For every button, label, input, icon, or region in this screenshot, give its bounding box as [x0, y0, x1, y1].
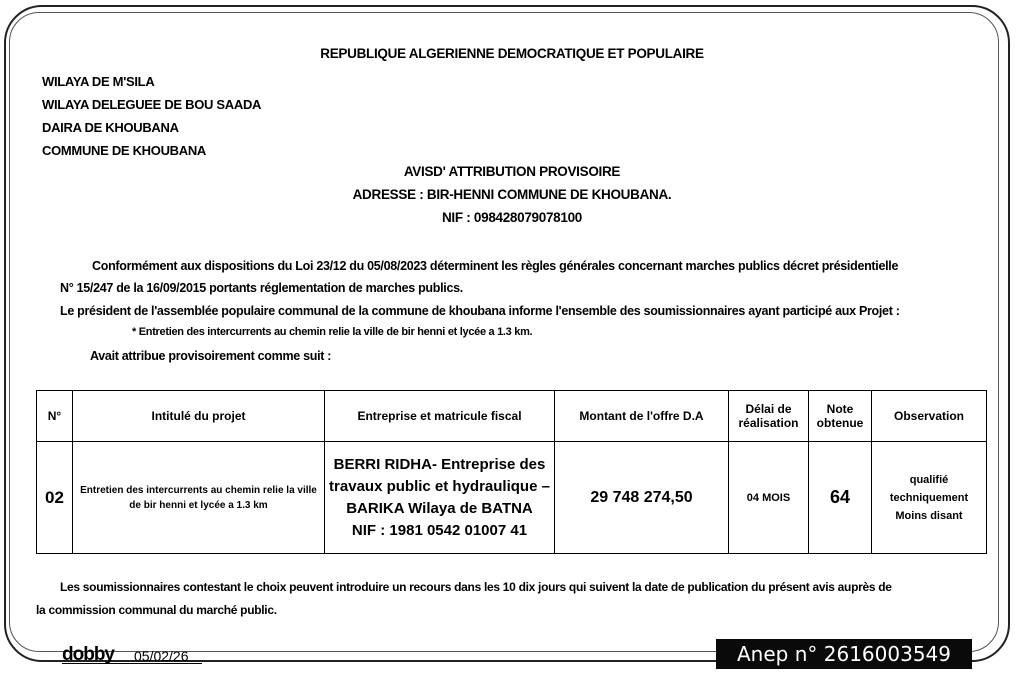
cell-delai: 04 MOIS [729, 442, 809, 554]
admin-line-commune: COMMUNE DE KHOUBANA [42, 143, 207, 158]
header-note: Note obtenue [809, 391, 872, 442]
observation-line1: qualifié [909, 473, 949, 486]
entreprise-line3: BARIKA Wilaya de BATNA [346, 499, 533, 517]
project-bullet: * Entretien des intercurrents au chemin relie la ville de bir henni et lycée a 1.3 km. [132, 326, 533, 338]
avis-nif: NIF : 098428079078100 [441, 210, 583, 225]
cell-numero: 02 [37, 442, 73, 554]
admin-line-daira: DAIRA DE KHOUBANA [42, 120, 179, 135]
entreprise-line1: BERRI RIDHA- Entreprise des [333, 455, 546, 473]
header-delai: Délai de réalisation [729, 391, 809, 442]
publication-date: 05/02/26 [134, 648, 189, 664]
table-row [37, 442, 987, 554]
paragraph-president: Le président de l'assemblée populaire communal de la commune de khoubana informe l'ensemble des soumissionnaires ayant participé aux Projet : [60, 304, 900, 318]
entreprise-nif: NIF : 1981 0542 01007 41 [351, 521, 528, 539]
cell-montant: 29 748 274,50 [555, 442, 729, 554]
header-entreprise: Entreprise et matricule fiscal [325, 391, 555, 442]
avis-title: AVISD' ATTRIBUTION PROVISOIRE [403, 164, 621, 179]
attribution-table [36, 390, 987, 554]
republic-title: REPUBLIQUE ALGERIENNE DEMOCRATIQUE ET POPULAIRE [320, 46, 704, 61]
paragraph-loi-line2: N° 15/247 de la 16/09/2015 portants réglementation de marches publics. [60, 281, 463, 295]
table-header-row [37, 391, 987, 442]
observation-line2: techniquement [889, 491, 969, 504]
cell-entreprise [325, 442, 555, 554]
observation-line3: Moins disant [895, 509, 963, 522]
avis-adresse: ADRESSE : BIR-HENNI COMMUNE DE KHOUBANA. [352, 187, 672, 202]
header-observation: Observation [872, 391, 987, 442]
recours-line1: Les soumissionnaires contestant le choix peuvent introduire un recours dans les 10 dix jours qui suivent la date de publication du présent avis auprès de [60, 580, 892, 594]
dobby-logo: dobby [62, 644, 114, 665]
cell-observation [872, 442, 987, 554]
attribution-intro: Avait attribue provisoirement comme suit : [90, 349, 332, 363]
header-intitule: Intitulé du projet [73, 391, 325, 442]
admin-line-wilaya: WILAYA DE M'SILA [42, 74, 155, 89]
admin-line-wilaya-deleguee: WILAYA DELEGUEE DE BOU SAADA [42, 97, 262, 112]
header-numero: N° [37, 391, 73, 442]
cell-note: 64 [809, 442, 872, 554]
paragraph-loi-line1: Conformément aux dispositions du Loi 23/12 du 05/08/2023 déterminent les règles générales concernant marches publics décret présidentielle [92, 259, 899, 273]
header-montant: Montant de l'offre D.A [555, 391, 729, 442]
anep-number-badge: Anep n° 2616003549 [716, 639, 972, 669]
entreprise-line2: travaux public et hydraulique – [329, 477, 550, 495]
recours-line2: la commission communal du marché public. [36, 603, 277, 617]
footer-underline [62, 663, 202, 664]
cell-intitule: Entretien des intercurrents au chemin relie la ville de bir henni et lycée a 1.3 km [73, 442, 325, 554]
